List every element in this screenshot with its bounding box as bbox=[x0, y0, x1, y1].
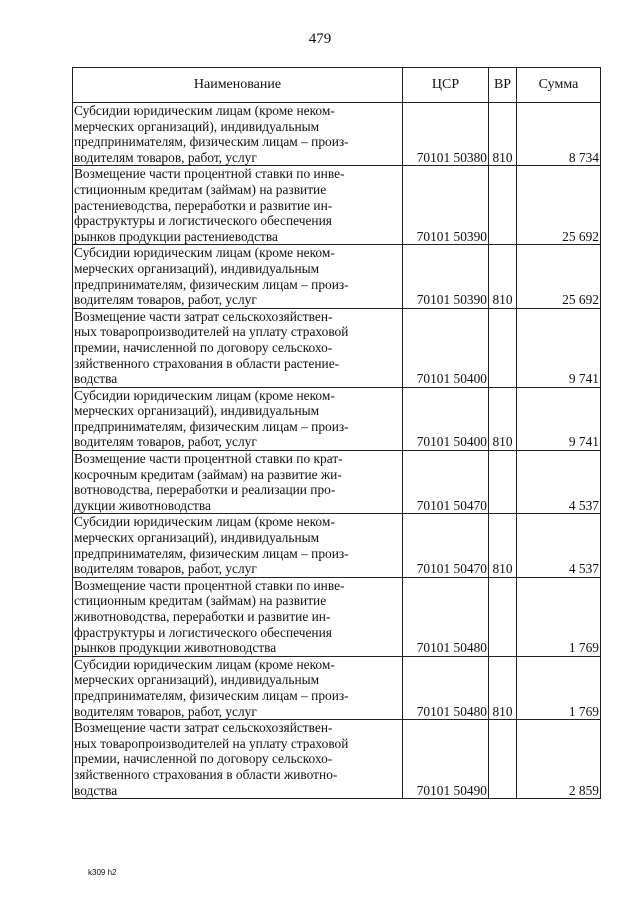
row-name-line: Возмещение части процентной ставки по инве- bbox=[74, 577, 345, 593]
row-csr-cell: 70101 50400 bbox=[403, 387, 489, 450]
row-vr-cell: 810 bbox=[489, 514, 517, 577]
row-vr-cell: 810 bbox=[489, 245, 517, 308]
row-name-cell bbox=[73, 451, 403, 514]
table-body bbox=[73, 103, 601, 799]
table-row bbox=[73, 387, 601, 450]
row-name-line: Субсидии юридическим лицам (кроме неком- bbox=[74, 387, 335, 403]
row-vr-cell: 810 bbox=[489, 387, 517, 450]
row-name-line: предпринимателям, физическим лицам – произ- bbox=[74, 545, 349, 561]
row-csr-cell: 70101 50480 bbox=[403, 656, 489, 719]
row-csr-cell: 70101 50490 bbox=[403, 720, 489, 799]
row-name-line: вотноводства, переработки и реализации про- bbox=[74, 482, 336, 498]
row-csr-cell: 70101 50390 bbox=[403, 245, 489, 308]
table-row bbox=[73, 245, 601, 308]
row-name-cell bbox=[73, 577, 403, 656]
header-csr: ЦСР bbox=[403, 68, 489, 103]
table-row bbox=[73, 308, 601, 387]
header-vr: ВР bbox=[489, 68, 517, 103]
row-sum-cell: 1 769 bbox=[517, 656, 601, 719]
row-name-line: стиционным кредитам (займам) на развитие bbox=[74, 181, 327, 197]
row-name-line: водителям товаров, работ, услуг bbox=[74, 561, 257, 577]
row-name-line: фраструктуры и логистического обеспечения bbox=[74, 624, 332, 640]
row-name-line: мерческих организаций), индивидуальным bbox=[74, 118, 320, 134]
header-name: Наименование bbox=[73, 68, 403, 103]
table-row bbox=[73, 577, 601, 656]
row-name-line: предпринимателям, физическим лицам – произ- bbox=[74, 687, 349, 703]
row-name-line: водства bbox=[74, 782, 118, 798]
row-name-line: дукции животноводства bbox=[74, 497, 211, 513]
row-name-line: рынков продукции растениеводства bbox=[74, 228, 278, 244]
row-name-line: Возмещение части затрат сельскохозяйствен- bbox=[74, 308, 333, 324]
table-row bbox=[73, 451, 601, 514]
row-name-line: косрочным кредитам (займам) на развитие жи- bbox=[74, 466, 342, 482]
row-name-line: Субсидии юридическим лицам (кроме неком- bbox=[74, 103, 335, 118]
row-sum-cell: 9 741 bbox=[517, 387, 601, 450]
table-row bbox=[73, 166, 601, 245]
row-name-line: премии, начисленной по договору сельскохо- bbox=[74, 339, 333, 355]
table-row bbox=[73, 656, 601, 719]
row-name-line: Возмещение части процентной ставки по инве- bbox=[74, 166, 345, 182]
row-vr-cell bbox=[489, 720, 517, 799]
table-row bbox=[73, 103, 601, 166]
row-csr-cell: 70101 50470 bbox=[403, 451, 489, 514]
budget-table bbox=[72, 67, 601, 799]
row-name-line: мерческих организаций), индивидуальным bbox=[74, 260, 320, 276]
table-row bbox=[73, 720, 601, 799]
row-name-line: Субсидии юридическим лицам (кроме неком- bbox=[74, 656, 335, 672]
row-name-line: Возмещение части процентной ставки по крат- bbox=[74, 451, 343, 467]
row-name-cell bbox=[73, 166, 403, 245]
row-vr-cell bbox=[489, 451, 517, 514]
row-name-cell bbox=[73, 720, 403, 799]
row-vr-cell: 810 bbox=[489, 103, 517, 166]
row-name-line: водителям товаров, работ, услуг bbox=[74, 149, 257, 165]
row-sum-cell: 9 741 bbox=[517, 308, 601, 387]
row-name-line: водства bbox=[74, 371, 118, 387]
row-name-line: мерческих организаций), индивидуальным bbox=[74, 530, 320, 546]
row-name-cell bbox=[73, 387, 403, 450]
row-csr-cell: 70101 50470 bbox=[403, 514, 489, 577]
row-name-line: мерческих организаций), индивидуальным bbox=[74, 672, 320, 688]
row-name-line: животноводства, переработки и развитие ин- bbox=[74, 609, 331, 624]
row-vr-cell bbox=[489, 308, 517, 387]
row-name-line: растениеводства, переработки и развитие ин- bbox=[74, 197, 333, 213]
row-vr-cell: 810 bbox=[489, 656, 517, 719]
row-name-cell bbox=[73, 514, 403, 577]
row-name-line: мерческих организаций), индивидуальным bbox=[74, 403, 320, 419]
row-csr-cell: 70101 50480 bbox=[403, 577, 489, 656]
row-sum-cell: 25 692 bbox=[517, 245, 601, 308]
row-csr-cell: 70101 50380 bbox=[403, 103, 489, 166]
row-name-line: предпринимателям, физическим лицам – произ- bbox=[74, 276, 349, 292]
row-name-line: водителям товаров, работ, услуг bbox=[74, 292, 257, 308]
footer-code: k309 h2 bbox=[88, 868, 117, 877]
row-name-line: Субсидии юридическим лицам (кроме неком- bbox=[74, 514, 335, 530]
row-name-line: фраструктуры и логистического обеспечения bbox=[74, 213, 332, 229]
row-name-line: рынков продукции животноводства bbox=[74, 640, 277, 656]
row-name-line: стиционным кредитам (займам) на развитие bbox=[74, 593, 327, 609]
row-name-line: Субсидии юридическим лицам (кроме неком- bbox=[74, 245, 335, 261]
row-name-line: водителям товаров, работ, услуг bbox=[74, 434, 257, 450]
table-row bbox=[73, 514, 601, 577]
row-sum-cell: 4 537 bbox=[517, 514, 601, 577]
row-sum-cell: 25 692 bbox=[517, 166, 601, 245]
row-sum-cell: 1 769 bbox=[517, 577, 601, 656]
row-name-line: Возмещение части затрат сельскохозяйствен- bbox=[74, 720, 333, 736]
row-name-line: предпринимателям, физическим лицам – произ- bbox=[74, 134, 349, 150]
header-sum: Сумма bbox=[517, 68, 601, 103]
row-csr-cell: 70101 50390 bbox=[403, 166, 489, 245]
row-name-line: ных товаропроизводителей на уплату страховой bbox=[74, 735, 349, 751]
row-sum-cell: 2 859 bbox=[517, 720, 601, 799]
row-name-line: ных товаропроизводителей на уплату страховой bbox=[74, 324, 349, 340]
row-sum-cell: 4 537 bbox=[517, 451, 601, 514]
row-csr-cell: 70101 50400 bbox=[403, 308, 489, 387]
row-name-cell bbox=[73, 103, 403, 166]
row-sum-cell: 8 734 bbox=[517, 103, 601, 166]
row-name-line: зяйственного страхования в области растение- bbox=[74, 355, 340, 371]
row-vr-cell bbox=[489, 166, 517, 245]
row-name-line: премии, начисленной по договору сельскохо- bbox=[74, 751, 333, 767]
row-name-line: зяйственного страхования в области животно- bbox=[74, 766, 338, 782]
row-name-line: предпринимателям, физическим лицам – произ- bbox=[74, 418, 349, 434]
row-name-cell bbox=[73, 656, 403, 719]
row-name-line: водителям товаров, работ, услуг bbox=[74, 703, 257, 719]
row-name-cell bbox=[73, 245, 403, 308]
row-vr-cell bbox=[489, 577, 517, 656]
row-name-cell bbox=[73, 308, 403, 387]
table-header-row bbox=[73, 68, 601, 103]
page-number: 479 bbox=[308, 31, 332, 47]
